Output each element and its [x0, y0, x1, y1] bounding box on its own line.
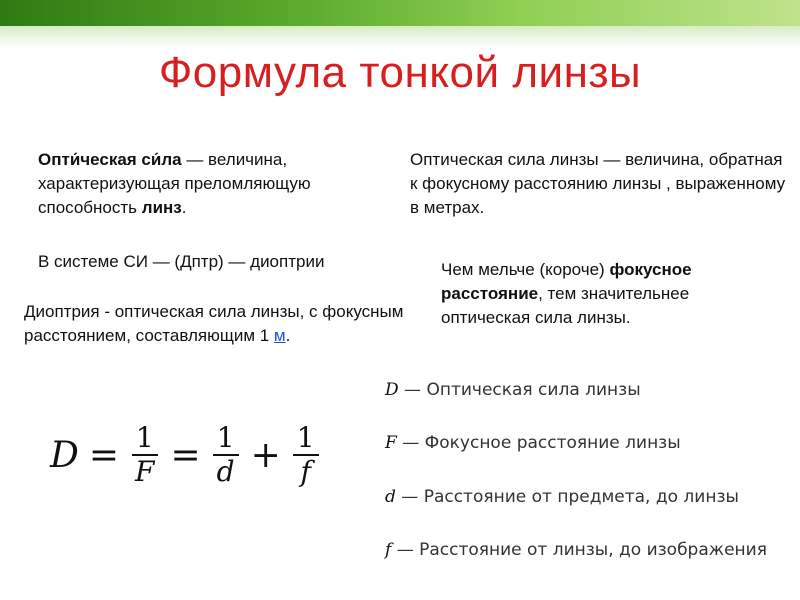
definition-text: — величина, характеризующая преломляющую способность [38, 150, 311, 217]
legend-text-D: — Оптическая сила линзы [398, 380, 641, 400]
formula-equals-1: = [88, 434, 120, 476]
lens-formula [50, 422, 321, 488]
diopter-definition [24, 300, 404, 348]
focal-note-bold: фокусное расстояние [441, 260, 692, 303]
legend-item-D [385, 380, 641, 400]
fraction-F [131, 422, 158, 488]
fraction-f-denominator: f [300, 455, 311, 488]
fraction-d-denominator: d [216, 455, 235, 488]
slide-title: Формула тонкой линзы [158, 48, 642, 97]
fraction-f-numerator: 1 [293, 422, 319, 456]
focal-note [441, 258, 781, 330]
focal-note-start: Чем мельче (короче) [441, 260, 610, 279]
legend-item-f [385, 540, 767, 560]
header-band [0, 0, 800, 26]
fraction-F-numerator: 1 [132, 422, 158, 456]
legend-text-d: — Расстояние от предмета, до линзы [395, 487, 739, 507]
meter-link[interactable]: м [273, 326, 286, 345]
definition-end: . [181, 198, 187, 217]
bold-word: линз [141, 198, 182, 217]
formula-lhs: D [50, 434, 79, 476]
diopter-end: . [285, 326, 291, 345]
fraction-d-numerator: 1 [213, 422, 239, 456]
fraction-F-denominator: F [135, 455, 155, 488]
legend-symbol-F: F [385, 433, 397, 453]
definition-right: Оптическая сила линзы — величина, обратная к фокусному расстоянию линзы , выраженному в метрах. [410, 150, 786, 217]
legend-text-f: — Расстояние от линзы, до изображения [391, 540, 767, 560]
diopter-text: Диоптрия - оптическая сила линзы, с фокусным расстоянием, составляющим 1 [24, 302, 404, 345]
formula-equals-2: = [170, 434, 201, 476]
legend-symbol-D: D [385, 380, 399, 400]
fraction-f [293, 422, 319, 488]
formula-plus: + [250, 434, 281, 476]
fraction-d [213, 422, 239, 488]
term-label: Опти́ческая си́ла [38, 150, 182, 169]
legend-item-d [385, 487, 739, 507]
definition-left [38, 148, 398, 220]
header-shade [0, 26, 800, 48]
focal-note-rest: , тем значительнее оптическая сила линзы. [441, 284, 690, 327]
legend-item-F [385, 433, 681, 453]
legend-symbol-d: d [385, 487, 396, 507]
legend-text-F: — Фокусное расстояние линзы [396, 433, 681, 453]
si-unit-text: В системе СИ — (Дптр) — диоптрии [38, 252, 325, 271]
legend-symbol-f: f [385, 540, 392, 560]
